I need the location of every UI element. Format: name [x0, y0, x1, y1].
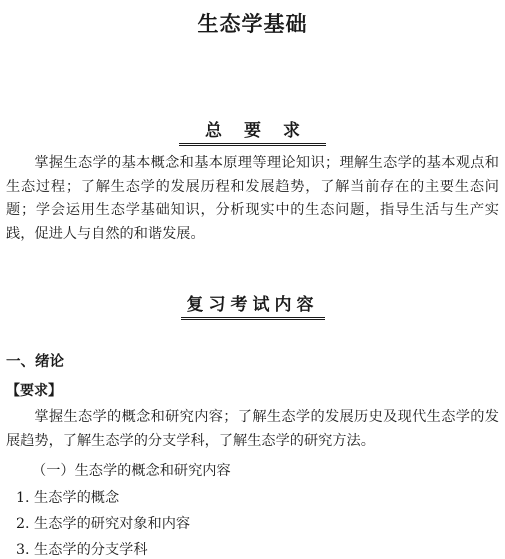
review-content-heading: [0, 290, 505, 320]
requirements-label: 【要求】: [6, 383, 62, 399]
list-item: 3. 生态学的分支学科: [16, 542, 148, 558]
document-title: 生态学基础: [197, 12, 308, 36]
requirements-paragraph: 掌握生态学的概念和研究内容；了解生态学的发展历史及现代生态学的发展趋势，了解生态学的分支学科，了解生态学的研究方法。: [6, 409, 499, 449]
chapter-heading: 一、绪论: [6, 353, 64, 370]
general-requirements-heading-text: 总要求: [179, 116, 326, 146]
general-requirements-heading: [0, 116, 505, 146]
general-requirements-paragraph: 掌握生态学的基本概念和基本原理等理论知识；理解生态学的基本观点和生态过程；了解生态学的发展历程和发展趋势，了解当前存在的主要生态问题；学会运用生态学基础知识，分析现实中的生态问题，指导生活与生产实践，促进人与自然的和谐发展。: [6, 155, 499, 242]
list-item: 1. 生态学的概念: [16, 490, 120, 506]
subsection-heading: （一）生态学的概念和研究内容: [32, 463, 231, 479]
review-content-heading-text: 复习考试内容: [181, 290, 325, 320]
list-item: 2. 生态学的研究对象和内容: [16, 516, 191, 532]
